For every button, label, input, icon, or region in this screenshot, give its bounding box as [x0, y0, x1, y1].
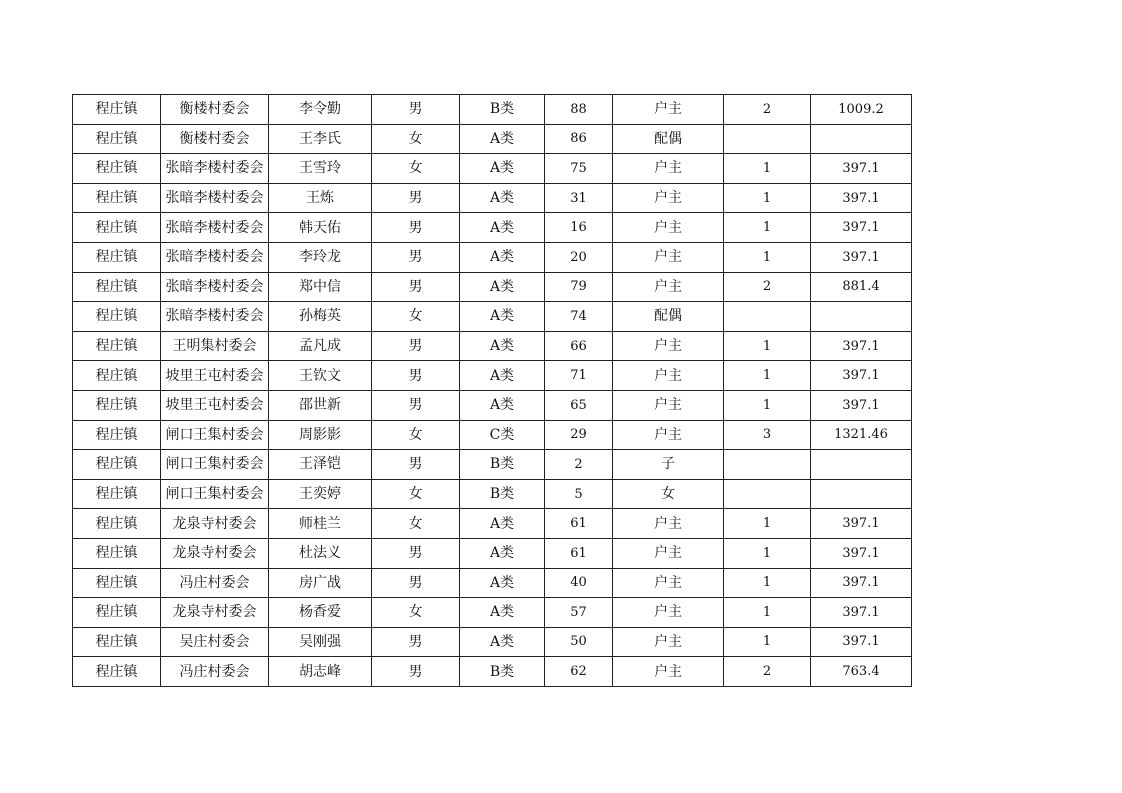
name-cell: 房广战 [269, 568, 372, 598]
village-committee-cell: 衡楼村委会 [161, 95, 269, 125]
table-row [73, 95, 912, 125]
household-size-cell: 1 [724, 213, 811, 243]
category-cell: A类 [460, 390, 545, 420]
town-cell: 程庄镇 [73, 361, 161, 391]
relation-cell: 女 [613, 479, 724, 509]
relation-cell: 户主 [613, 420, 724, 450]
name-cell: 胡志峰 [269, 657, 372, 687]
category-cell: B类 [460, 657, 545, 687]
age-cell: 2 [545, 450, 613, 480]
table-row [73, 331, 912, 361]
age-cell: 57 [545, 598, 613, 628]
village-committee-cell: 冯庄村委会 [161, 568, 269, 598]
table-row [73, 450, 912, 480]
town-cell: 程庄镇 [73, 657, 161, 687]
relation-cell: 户主 [613, 390, 724, 420]
gender-cell: 男 [372, 242, 460, 272]
amount-cell [811, 450, 912, 480]
age-cell: 71 [545, 361, 613, 391]
table-row [73, 361, 912, 391]
gender-cell: 男 [372, 627, 460, 657]
gender-cell: 男 [372, 657, 460, 687]
table-row [73, 183, 912, 213]
name-cell: 李玲龙 [269, 242, 372, 272]
name-cell: 郑中信 [269, 272, 372, 302]
village-committee-cell: 坡里王屯村委会 [161, 361, 269, 391]
household-size-cell: 2 [724, 272, 811, 302]
age-cell: 61 [545, 509, 613, 539]
category-cell: B类 [460, 95, 545, 125]
village-committee-cell: 王明集村委会 [161, 331, 269, 361]
household-size-cell: 1 [724, 538, 811, 568]
category-cell: A类 [460, 509, 545, 539]
table-row [73, 242, 912, 272]
gender-cell: 男 [372, 183, 460, 213]
household-size-cell [724, 479, 811, 509]
category-cell: A类 [460, 124, 545, 154]
amount-cell: 397.1 [811, 183, 912, 213]
amount-cell [811, 302, 912, 332]
gender-cell: 男 [372, 568, 460, 598]
table-row [73, 509, 912, 539]
relation-cell: 户主 [613, 272, 724, 302]
age-cell: 29 [545, 420, 613, 450]
age-cell: 20 [545, 242, 613, 272]
village-committee-cell: 闸口王集村委会 [161, 450, 269, 480]
town-cell: 程庄镇 [73, 242, 161, 272]
name-cell: 杨香爱 [269, 598, 372, 628]
table-row [73, 390, 912, 420]
town-cell: 程庄镇 [73, 509, 161, 539]
household-size-cell: 1 [724, 627, 811, 657]
name-cell: 杜法义 [269, 538, 372, 568]
village-committee-cell: 吴庄村委会 [161, 627, 269, 657]
amount-cell: 1321.46 [811, 420, 912, 450]
town-cell: 程庄镇 [73, 213, 161, 243]
household-size-cell: 2 [724, 657, 811, 687]
category-cell: A类 [460, 627, 545, 657]
amount-cell: 763.4 [811, 657, 912, 687]
category-cell: A类 [460, 538, 545, 568]
household-size-cell: 1 [724, 509, 811, 539]
table-row [73, 568, 912, 598]
category-cell: B类 [460, 479, 545, 509]
town-cell: 程庄镇 [73, 302, 161, 332]
town-cell: 程庄镇 [73, 183, 161, 213]
town-cell: 程庄镇 [73, 538, 161, 568]
age-cell: 40 [545, 568, 613, 598]
amount-cell: 397.1 [811, 509, 912, 539]
amount-cell: 397.1 [811, 390, 912, 420]
category-cell: A类 [460, 154, 545, 184]
amount-cell: 1009.2 [811, 95, 912, 125]
category-cell: A类 [460, 568, 545, 598]
amount-cell: 397.1 [811, 598, 912, 628]
age-cell: 65 [545, 390, 613, 420]
relation-cell: 户主 [613, 538, 724, 568]
category-cell: A类 [460, 598, 545, 628]
table-row [73, 420, 912, 450]
amount-cell: 397.1 [811, 213, 912, 243]
gender-cell: 男 [372, 450, 460, 480]
town-cell: 程庄镇 [73, 420, 161, 450]
household-size-cell: 1 [724, 390, 811, 420]
household-size-cell: 1 [724, 331, 811, 361]
age-cell: 74 [545, 302, 613, 332]
relation-cell: 户主 [613, 657, 724, 687]
village-committee-cell: 张暗李楼村委会 [161, 242, 269, 272]
age-cell: 66 [545, 331, 613, 361]
amount-cell: 397.1 [811, 331, 912, 361]
town-cell: 程庄镇 [73, 272, 161, 302]
household-size-cell: 1 [724, 242, 811, 272]
age-cell: 79 [545, 272, 613, 302]
household-size-cell: 1 [724, 154, 811, 184]
town-cell: 程庄镇 [73, 95, 161, 125]
category-cell: A类 [460, 242, 545, 272]
table-row [73, 154, 912, 184]
amount-cell: 397.1 [811, 154, 912, 184]
amount-cell: 881.4 [811, 272, 912, 302]
category-cell: A类 [460, 213, 545, 243]
name-cell: 王钦文 [269, 361, 372, 391]
village-committee-cell: 衡楼村委会 [161, 124, 269, 154]
amount-cell: 397.1 [811, 568, 912, 598]
name-cell: 王雪玲 [269, 154, 372, 184]
name-cell: 周影影 [269, 420, 372, 450]
town-cell: 程庄镇 [73, 450, 161, 480]
name-cell: 王泽铠 [269, 450, 372, 480]
town-cell: 程庄镇 [73, 479, 161, 509]
age-cell: 61 [545, 538, 613, 568]
town-cell: 程庄镇 [73, 154, 161, 184]
table-row [73, 657, 912, 687]
household-size-cell [724, 302, 811, 332]
village-committee-cell: 张暗李楼村委会 [161, 183, 269, 213]
village-committee-cell: 龙泉寺村委会 [161, 598, 269, 628]
household-size-cell: 1 [724, 361, 811, 391]
household-size-cell: 1 [724, 183, 811, 213]
name-cell: 李令勤 [269, 95, 372, 125]
category-cell: A类 [460, 183, 545, 213]
gender-cell: 男 [372, 538, 460, 568]
category-cell: A类 [460, 361, 545, 391]
roster-table [72, 94, 912, 687]
name-cell: 王李氏 [269, 124, 372, 154]
gender-cell: 女 [372, 154, 460, 184]
name-cell: 韩天佑 [269, 213, 372, 243]
gender-cell: 女 [372, 479, 460, 509]
age-cell: 86 [545, 124, 613, 154]
name-cell: 孙梅英 [269, 302, 372, 332]
name-cell: 邵世新 [269, 390, 372, 420]
gender-cell: 男 [372, 272, 460, 302]
amount-cell: 397.1 [811, 627, 912, 657]
village-committee-cell: 闸口王集村委会 [161, 420, 269, 450]
category-cell: C类 [460, 420, 545, 450]
village-committee-cell: 张暗李楼村委会 [161, 302, 269, 332]
village-committee-cell: 龙泉寺村委会 [161, 538, 269, 568]
name-cell: 吴刚强 [269, 627, 372, 657]
gender-cell: 女 [372, 420, 460, 450]
relation-cell: 户主 [613, 154, 724, 184]
relation-cell: 子 [613, 450, 724, 480]
name-cell: 孟凡成 [269, 331, 372, 361]
table-row [73, 479, 912, 509]
relation-cell: 配偶 [613, 124, 724, 154]
household-size-cell: 1 [724, 568, 811, 598]
town-cell: 程庄镇 [73, 568, 161, 598]
village-committee-cell: 冯庄村委会 [161, 657, 269, 687]
relation-cell: 户主 [613, 598, 724, 628]
town-cell: 程庄镇 [73, 124, 161, 154]
age-cell: 50 [545, 627, 613, 657]
gender-cell: 女 [372, 124, 460, 154]
household-size-cell [724, 124, 811, 154]
amount-cell: 397.1 [811, 242, 912, 272]
table-row [73, 272, 912, 302]
gender-cell: 男 [372, 331, 460, 361]
amount-cell: 397.1 [811, 538, 912, 568]
household-size-cell: 3 [724, 420, 811, 450]
town-cell: 程庄镇 [73, 598, 161, 628]
relation-cell: 户主 [613, 568, 724, 598]
age-cell: 75 [545, 154, 613, 184]
town-cell: 程庄镇 [73, 390, 161, 420]
village-committee-cell: 龙泉寺村委会 [161, 509, 269, 539]
age-cell: 16 [545, 213, 613, 243]
relation-cell: 户主 [613, 331, 724, 361]
category-cell: A类 [460, 302, 545, 332]
relation-cell: 户主 [613, 627, 724, 657]
village-committee-cell: 闸口王集村委会 [161, 479, 269, 509]
table-row [73, 124, 912, 154]
amount-cell: 397.1 [811, 361, 912, 391]
table-row [73, 213, 912, 243]
name-cell: 王炼 [269, 183, 372, 213]
relation-cell: 户主 [613, 242, 724, 272]
amount-cell [811, 479, 912, 509]
amount-cell [811, 124, 912, 154]
relation-cell: 配偶 [613, 302, 724, 332]
gender-cell: 女 [372, 509, 460, 539]
village-committee-cell: 坡里王屯村委会 [161, 390, 269, 420]
household-size-cell [724, 450, 811, 480]
village-committee-cell: 张暗李楼村委会 [161, 213, 269, 243]
table-row [73, 627, 912, 657]
town-cell: 程庄镇 [73, 331, 161, 361]
roster-table-body [73, 95, 912, 687]
gender-cell: 男 [372, 361, 460, 391]
age-cell: 62 [545, 657, 613, 687]
relation-cell: 户主 [613, 183, 724, 213]
household-size-cell: 2 [724, 95, 811, 125]
town-cell: 程庄镇 [73, 627, 161, 657]
age-cell: 88 [545, 95, 613, 125]
name-cell: 王奕婷 [269, 479, 372, 509]
name-cell: 师桂兰 [269, 509, 372, 539]
household-size-cell: 1 [724, 598, 811, 628]
category-cell: A类 [460, 331, 545, 361]
age-cell: 31 [545, 183, 613, 213]
table-row [73, 598, 912, 628]
gender-cell: 女 [372, 598, 460, 628]
category-cell: A类 [460, 272, 545, 302]
village-committee-cell: 张暗李楼村委会 [161, 154, 269, 184]
table-row [73, 302, 912, 332]
age-cell: 5 [545, 479, 613, 509]
relation-cell: 户主 [613, 361, 724, 391]
gender-cell: 女 [372, 302, 460, 332]
relation-cell: 户主 [613, 213, 724, 243]
category-cell: B类 [460, 450, 545, 480]
gender-cell: 男 [372, 390, 460, 420]
relation-cell: 户主 [613, 95, 724, 125]
relation-cell: 户主 [613, 509, 724, 539]
village-committee-cell: 张暗李楼村委会 [161, 272, 269, 302]
gender-cell: 男 [372, 95, 460, 125]
table-row [73, 538, 912, 568]
gender-cell: 男 [372, 213, 460, 243]
